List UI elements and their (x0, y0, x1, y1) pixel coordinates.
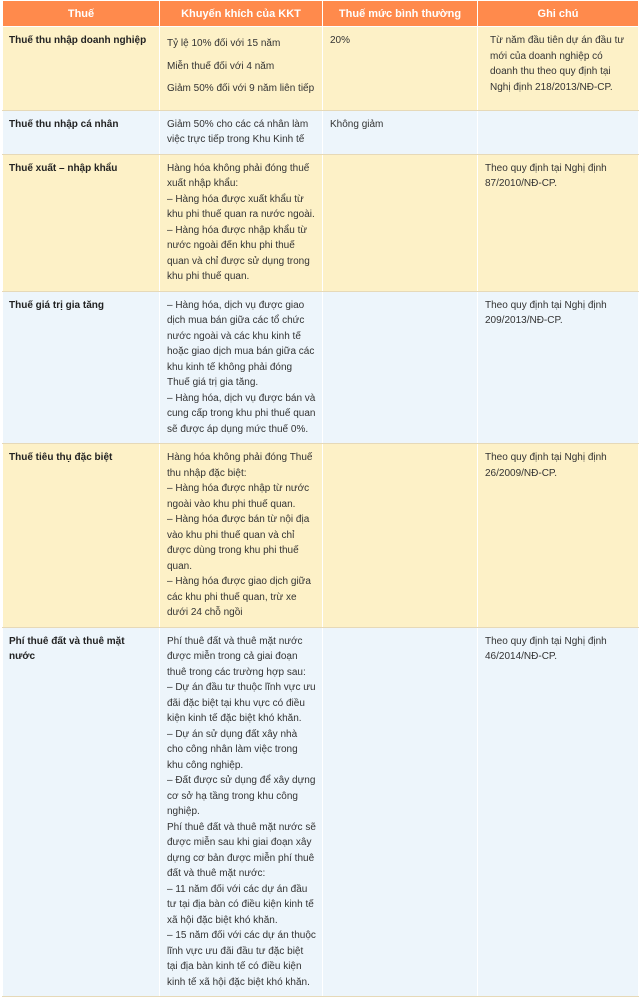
note-cell: Theo quy định tại Nghị định 46/2014/NĐ-CP. (478, 627, 639, 997)
normal-rate (323, 444, 478, 628)
header-incentive: Khuyến khích của KKT (160, 1, 323, 27)
note-cell: Theo quy định tại Nghị định 209/2013/NĐ-CP. (478, 291, 639, 444)
normal-rate (323, 627, 478, 997)
incentive-line: Tỷ lệ 10% đối với 15 năm (167, 38, 281, 49)
tax-name: Thuế tiêu thụ đặc biệt (3, 444, 160, 628)
incentive-cell: Giảm 50% cho các cá nhân làm việc trực tiếp trong Khu Kinh tế (160, 110, 323, 154)
incentive-line: Miễn thuế đối với 4 năm (167, 60, 275, 72)
incentive-cell: – Hàng hóa, dịch vụ được giao dịch mua bán giữa các tổ chức nước ngoài và các khu kinh tế hoặc giao dịch mua bán giữa các khu kinh tế không phải đóng Thuế giá trị gia tăng. – Hàng hóa, dịch vụ được bán và cung cấp trong khu phi thuế quan sẽ được áp dụng mức thuế 0%. (160, 291, 323, 444)
tax-name: Thuế thu nhập doanh nghiệp (3, 27, 160, 111)
normal-rate: Không giảm (323, 110, 478, 154)
incentive-cell: Phí thuê đất và thuê mặt nước được miễn trong cả giai đoạn thuê trong các trường hợp sau: – Dự án đầu tư thuộc lĩnh vực ưu đãi đặc biệt tại khu vực có điều kiện kinh tế đặc biệt khó khăn. – Dự án sử dụng đất xây nhà cho công nhân làm việc trong khu công nghiệp. – Đất được sử dụng để xây dựng cơ sở hạ tầng trong khu công nghiệp. Phí thuê đất và thuê mặt nước sẽ được miễn sau khi giai đoạn xây dựng cơ bản được miễn phí thuê đất và thuê mặt nước: – 11 năm đối với các dự án đầu tư tại địa bàn có điều kiện kinh tế xã hội đặc biệt khó khăn. – 15 năm đối với các dự án thuộc lĩnh vực ưu đãi đầu tư đặc biệt tại địa bàn kinh tế có điều kiện kinh tế xã hội đặc biệt khó khăn. (160, 627, 323, 997)
tax-name: Thuế xuất – nhập khẩu (3, 154, 160, 291)
note-cell: Theo quy định tại Nghị định 26/2009/NĐ-CP. (478, 444, 639, 628)
table-row (3, 27, 639, 111)
table-header-row (3, 1, 639, 27)
note-cell: Từ năm đầu tiên dự án đầu tư mới của doanh nghiệp có doanh thu theo quy định tại Nghị định 218/2013/NĐ-CP. (478, 27, 639, 111)
tax-name: Thuế giá trị gia tăng (3, 291, 160, 444)
note-cell (478, 110, 639, 154)
note-cell: Theo quy định tại Nghị định 87/2010/NĐ-CP. (478, 154, 639, 291)
normal-rate (323, 291, 478, 444)
normal-rate (323, 154, 478, 291)
header-normal-rate: Thuế mức bình thường (323, 1, 478, 27)
header-tax: Thuế (3, 1, 160, 27)
tax-incentive-table (2, 0, 639, 997)
incentive-cell: Hàng hóa không phải đóng thuế xuất nhập khẩu: – Hàng hóa được xuất khẩu từ khu phi thuế quan ra nước ngoài. – Hàng hóa được nhập khẩu từ nước ngoài đến khu phi thuế quan và chỉ được sử dụng trong khu phi thuế quan. (160, 154, 323, 291)
tax-name: Phí thuê đất và thuê mặt nước (3, 627, 160, 997)
tax-name: Thuế thu nhập cá nhân (3, 110, 160, 154)
incentive-cell: Hàng hóa không phải đóng Thuế thu nhập đặc biệt: – Hàng hóa được nhập từ nước ngoài vào khu phi thuế quan. – Hàng hóa được bán từ nội địa vào khu phi thuế quan và chỉ được dùng trong khu phi thuế quan. – Hàng hóa được giao dịch giữa các khu phi thuế quan, trừ xe dưới 24 chỗ ngồi (160, 444, 323, 628)
incentive-cell (160, 27, 323, 111)
header-note: Ghi chú (478, 1, 639, 27)
table-row (3, 627, 639, 997)
normal-rate: 20% (323, 27, 478, 111)
table-row (3, 154, 639, 291)
incentive-line: Giảm 50% đối với 9 năm liên tiếp (167, 83, 315, 94)
table-row (3, 444, 639, 628)
table-row (3, 110, 639, 154)
table-row (3, 291, 639, 444)
